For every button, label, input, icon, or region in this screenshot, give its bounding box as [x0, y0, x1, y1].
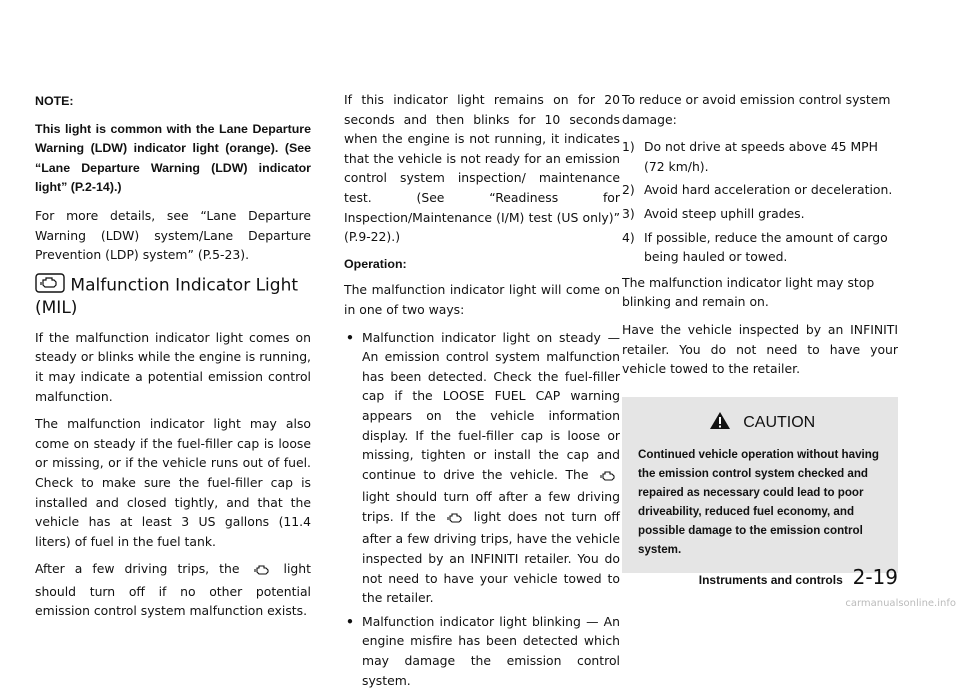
caution-title: CAUTION: [743, 413, 816, 431]
list-item: [344, 328, 620, 608]
paragraph-1: If this indicator light remains on for 20 seconds and then blinks for 10 seconds when the engine is not running, it indicates that the vehicle is not ready for an emission control system inspection/ maintenance test. (See “Readiness for Inspection/Maintenance (I/M) test (US only)” (P.9-22).): [344, 92, 620, 245]
paragraph-3-start: After a few driving trips, the: [35, 561, 240, 577]
paragraph-2: Have the vehicle inspected by an INFINITI retailer. You do not need to have your vehicle towed to the retailer.: [622, 321, 898, 377]
list-item: [622, 204, 898, 224]
operation-list: [344, 328, 620, 691]
engine-icon: [254, 562, 270, 582]
item-number: 4): [622, 229, 635, 245]
list-item: [622, 137, 898, 176]
details-paragraph: For more details, see “Lane Departure Warning (LDW) system/Lane Departure Prevention (LDP) system” (P.5-23).: [35, 207, 311, 263]
paragraph-2: The malfunction indicator light may also come on steady if the fuel-filler cap is loose or missing, or if the vehicle runs out of fuel. Check to make sure the fuel-filler cap is installed and closed tightly, and that the vehicle has at least 3 US gallons (11.4 liters) of fuel in the fuel tank.: [35, 416, 311, 549]
engine-icon: [447, 510, 463, 530]
intro-text: To reduce or avoid emission control system damage:: [622, 92, 891, 127]
list-item: [622, 228, 898, 267]
bullet-1-part-b: light should turn off after a few driving trips. If the: [362, 489, 620, 524]
list-item: [622, 180, 898, 200]
item-number: 1): [622, 139, 635, 155]
section-heading: [35, 273, 311, 318]
heading-text: Malfunction Indicator Light (MIL): [35, 275, 299, 318]
item-number: 3): [622, 205, 635, 221]
item-text: If possible, reduce the amount of cargo being hauled or towed.: [644, 229, 888, 265]
operation-label: Operation:: [344, 256, 407, 271]
item-text: Do not drive at speeds above 45 MPH (72 km/h).: [644, 139, 878, 174]
right-column: [622, 90, 898, 573]
bullet-1-part-c: light does not turn off after a few driving trips, have the vehicle inspected by an INFINITI retailer. You do not need to have your vehicle towed to the retailer.: [362, 508, 620, 606]
list-item: • Malfunction indicator light blinking — An engine misfire has been detected which may damage the emission control system.: [344, 612, 620, 690]
engine-icon: [35, 273, 65, 298]
paragraph-3: [35, 559, 311, 621]
operation-text: The malfunction indicator light will come on in one of two ways:: [344, 282, 620, 317]
section-name: Instruments and controls: [698, 573, 843, 587]
engine-icon: [600, 468, 616, 488]
left-column: [35, 92, 311, 629]
note-label: NOTE:: [35, 94, 74, 108]
paragraph-3-end: light should turn off if no other potential emission control system malfunction exists.: [35, 561, 311, 619]
paragraph-1: The malfunction indicator light may stop blinking and remain on.: [622, 274, 875, 310]
caution-header: [638, 411, 886, 436]
paragraph-1: If the malfunction indicator light comes on steady or blinks while the engine is running, it may indicate a potential emission control malfunction.: [35, 329, 311, 404]
page-number: 2-19: [852, 565, 898, 589]
middle-column: [344, 90, 620, 696]
item-text: Avoid steep uphill grades.: [644, 205, 805, 221]
caution-box: [622, 397, 898, 574]
watermark: carmanualsonline.info: [845, 598, 956, 609]
caution-text: Continued vehicle operation without having the emission control system checked and repaired as necessary could lead to poor driveability, reduced fuel economy, and possible damage to the emission control system.: [638, 448, 879, 557]
note-text: This light is common with the Lane Departure Warning (LDW) indicator light (orange). (See “Lane Departure Warning (LDW) indicator light” (P.2-14).): [35, 121, 311, 195]
item-number: 2): [622, 182, 635, 198]
bullet-1-part-a: Malfunction indicator light on steady — An emission control system malfunction has been detected. Check the fuel-filler cap if the LOOSE FUEL CAP warning appears on the vehicle information display. If the fuel-filler cap is loose or missing, tighten or install the cap and continue to drive the vehicle. The: [362, 329, 620, 482]
page-footer: [699, 565, 898, 589]
item-text: Avoid hard acceleration or deceleration.: [644, 182, 893, 198]
warning-triangle-icon: [709, 411, 731, 436]
numbered-list: [622, 137, 898, 267]
